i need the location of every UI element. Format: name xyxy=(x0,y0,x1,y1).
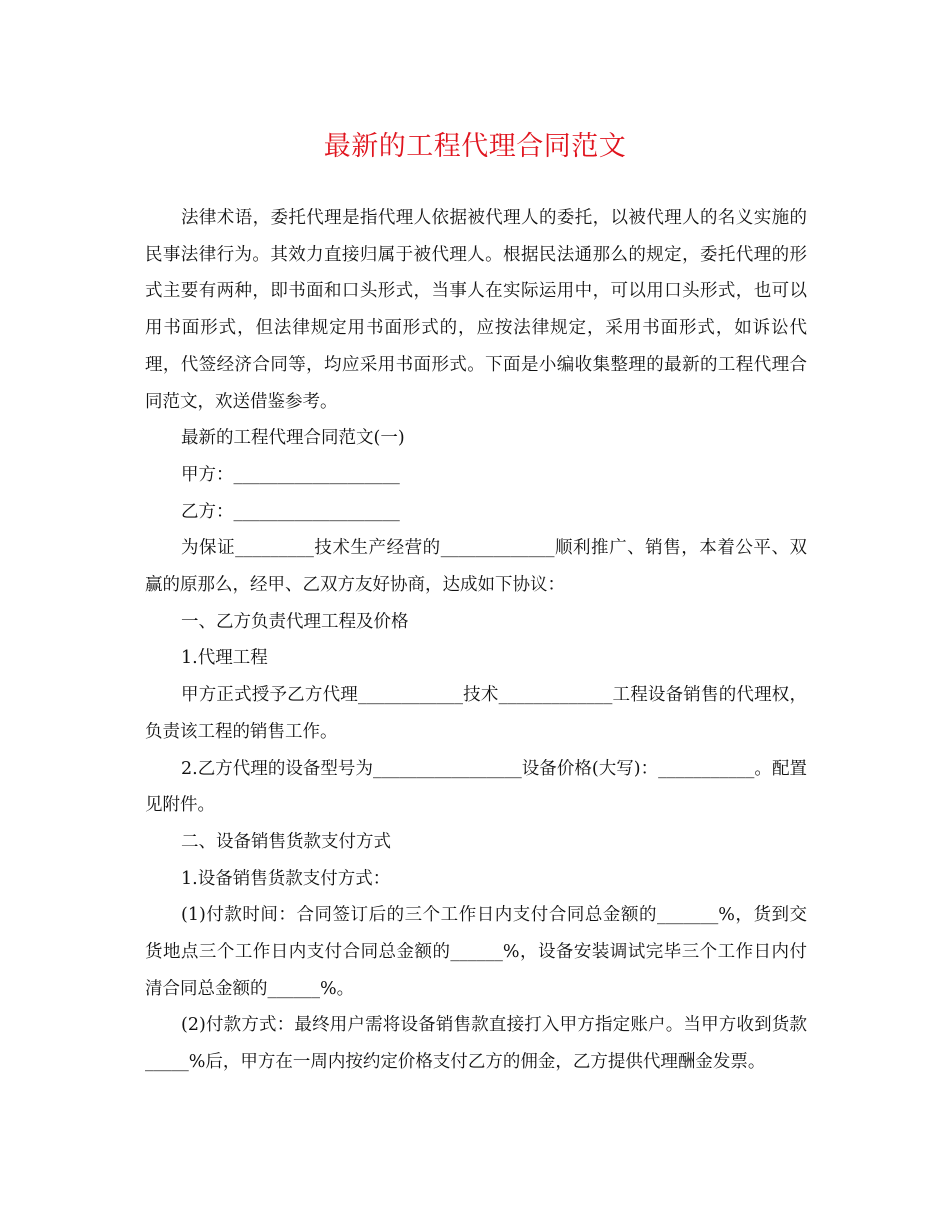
sub-clause-agency-project: 1.代理工程 xyxy=(181,648,268,669)
clause-heading-one: 一、乙方负责代理工程及价格 xyxy=(181,611,409,632)
payment-time-paragraph: (1)付款时间：合同签订后的三个工作日内支付合同总金额的_______%，货到交货地点三个工作日内支付合同总金额的______%，设备安装调试完毕三个工作日内付清合同总金额的______%。 xyxy=(145,905,807,999)
preamble-paragraph: 为保证_________技术生产经营的_____________顺利推广、销售，本着公平、双赢的原那么，经甲、乙双方友好协商，达成如下协议： xyxy=(145,538,807,596)
agency-grant-paragraph: 甲方正式授予乙方代理____________技术_____________工程设备销售的代理权，负责该工程的销售工作。 xyxy=(145,685,807,742)
document-title: 最新的工程代理合同范文 xyxy=(323,131,627,162)
party-b-line: 乙方：___________________ xyxy=(181,501,400,522)
intro-paragraph: 法律术语，委托代理是指代理人依据被代理人的委托，以被代理人的名义实施的民事法律行为。其效力直接归属于被代理人。根据民法通那么的规定，委托代理的形式主要有两种，即书面和口头形式，当事人在实际运用中，可以用口头形式，也可以用书面形式，但法律规定用书面形式的，应按法律规定，采用书面形式，如诉讼代理，代签经济合同等，均应采用书面形式。下面是小编收集整理的最新的工程代理合同范文，欢送借鉴参考。 xyxy=(145,208,807,412)
payment-manner-paragraph: (2)付款方式：最终用户需将设备销售款直接打入甲方指定账户。当甲方收到货款_____%后，甲方在一周内按约定价格支付乙方的佣金，乙方提供代理酬金发票。 xyxy=(145,1015,807,1073)
document-body xyxy=(145,200,807,1081)
clause-heading-two: 二、设备销售货款支付方式 xyxy=(181,831,391,852)
section-heading-contract-one: 最新的工程代理合同范文(一) xyxy=(181,428,405,449)
equipment-model-paragraph: 2.乙方代理的设备型号为_________________设备价格(大写)：___________。配置见附件。 xyxy=(145,758,807,816)
party-a-line: 甲方：___________________ xyxy=(181,464,400,485)
sub-clause-payment-method: 1.设备销售货款支付方式： xyxy=(181,868,391,889)
